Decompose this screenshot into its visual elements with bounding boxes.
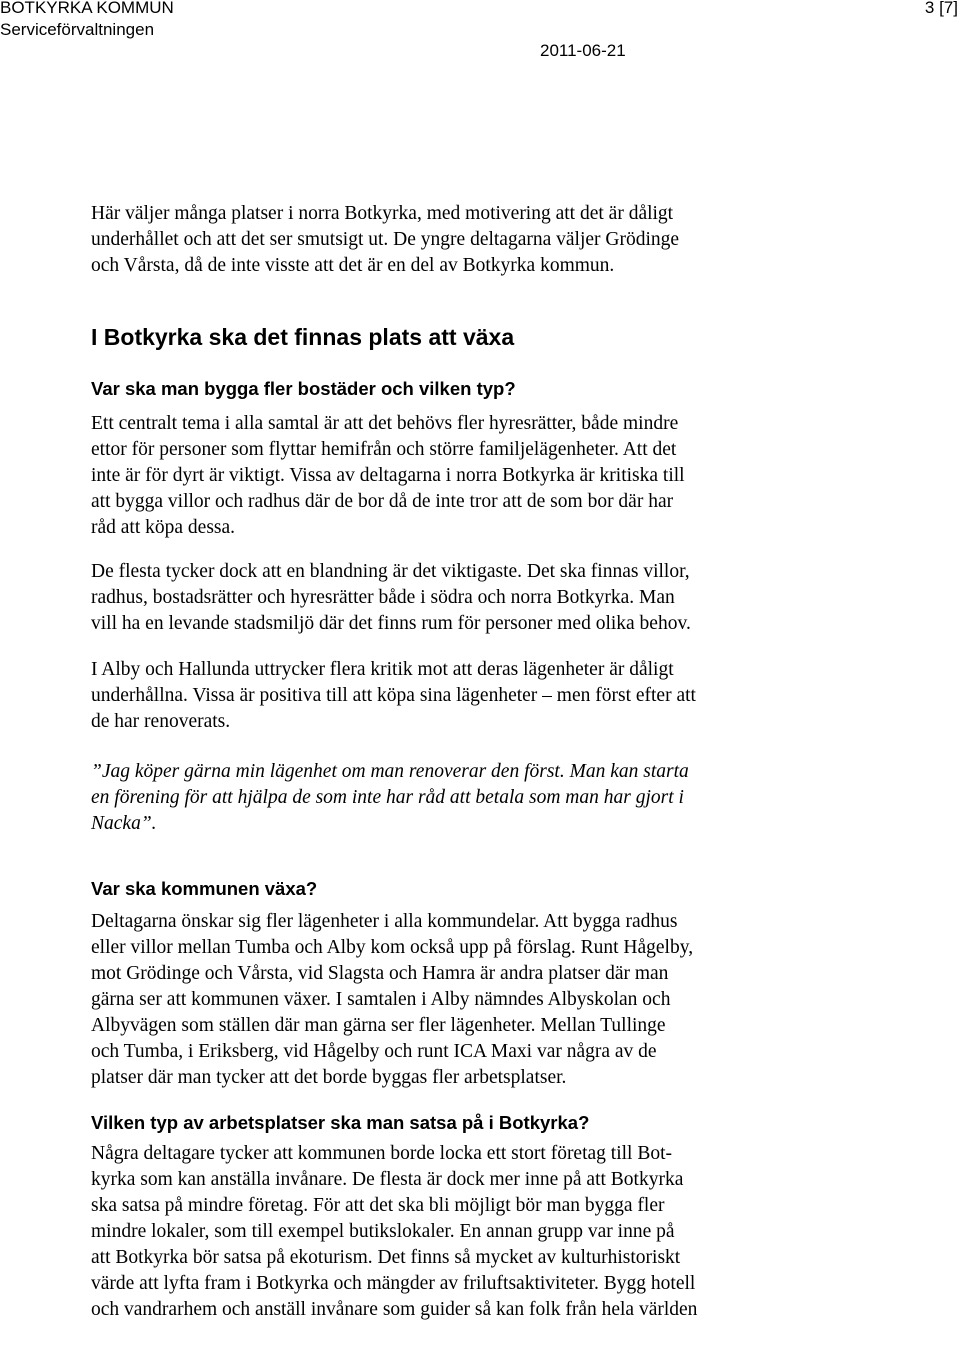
text-line: mindre lokaler, som till exempel butikslokaler. En annan grupp var inne på [91,1221,675,1242]
text-line: radhus, bostadsrätter och hyresrätter både i södra och norra Botkyrka. Man [91,587,675,608]
text-line: De flesta tycker dock att en blandning är det viktigaste. Det ska finnas villor, [91,561,690,582]
document-body [91,201,851,1323]
text-line: ”Jag köper gärna min lägenhet om man renoverar den först. Man kan starta [91,761,689,782]
header-department: Serviceförvaltningen [0,20,155,39]
text-line: att Botkyrka bör satsa på ekoturism. Det finns så mycket av kulturhistoriskt [91,1247,681,1268]
text-line: ettor för personer som flyttar hemifrån och större familjelägenheter. Att det [91,439,677,460]
text-line: mot Grödinge och Vårsta, vid Slagsta och Hamra är andra platser där man [91,963,669,984]
housing-paragraph-2 [91,559,851,637]
text-line: kyrka som kan anställa invånare. De flesta är dock mer inne på att Botkyrka [91,1169,684,1190]
header-date: 2011-06-21 [540,41,626,60]
text-line: att bygga villor och radhus där de bor då de inte tror att de som bor där har [91,491,674,512]
section-heading: I Botkyrka ska det finnas plats att växa [91,324,515,350]
housing-paragraph-3 [91,657,851,735]
text-line: Ett centralt tema i alla samtal är att det behövs fler hyresrätter, både mindre [91,413,679,434]
resident-quote [91,759,851,837]
text-line: och vandrarhem och anställ invånare som guider så kan folk från hela världen [91,1299,698,1320]
growth-paragraph [91,909,851,1091]
text-line: eller villor mellan Tumba och Alby kom också upp på förslag. Runt Hågelby, [91,937,694,958]
text-line: Här väljer många platser i norra Botkyrka, med motivering att det är dåligt [91,203,674,224]
housing-paragraph-1 [91,411,851,541]
text-line: Albyvägen som ställen där man gärna ser fler lägenheter. Mellan Tullinge [91,1015,666,1036]
text-line: inte är för dyrt är viktigt. Vissa av deltagarna i norra Botkyrka är kritiska till [91,465,685,486]
subheading-housing: Var ska man bygga fler bostäder och vilken typ? [91,378,516,399]
header-organization: BOTKYRKA KOMMUN [0,0,174,17]
text-line: Deltagarna önskar sig fler lägenheter i alla kommundelar. Att bygga radhus [91,911,678,932]
text-line: värde att lyfta fram i Botkyrka och mängder av friluftsaktiviteter. Bygg hotell [91,1273,696,1294]
text-line: och Vårsta, då de inte visste att det är en del av Botkyrka kommun. [91,255,615,276]
subheading-workplaces: Vilken typ av arbetsplatser ska man satsa på i Botkyrka? [91,1112,590,1133]
text-line: I Alby och Hallunda uttrycker flera kritik mot att deras lägenheter är dåligt [91,659,674,680]
workplaces-paragraph [91,1141,851,1323]
text-line: ska satsa på mindre företag. För att det ska bli möjligt bör man bygga fler [91,1195,665,1216]
subheading-growth: Var ska kommunen växa? [91,878,318,899]
text-line: underhållet och att det ser smutsigt ut. De yngre deltagarna väljer Grödinge [91,229,680,250]
text-line: Nacka”. [91,813,157,834]
text-line: råd att köpa dessa. [91,517,236,538]
text-line: en förening för att hjälpa de som inte har råd att betala som man har gjort i [91,787,684,808]
text-line: de har renoverats. [91,711,231,732]
text-line: underhållna. Vissa är positiva till att köpa sina lägenheter – men först efter att [91,685,696,706]
text-line: platser där man tycker att det borde byggas fler arbetsplatser. [91,1067,567,1088]
header-page-number: 3 [7] [924,0,958,17]
text-line: vill ha en levande stadsmiljö där det finns rum för personer med olika behov. [91,613,691,634]
text-line: Några deltagare tycker att kommunen borde locka ett stort företag till Bot- [91,1143,673,1164]
text-line: gärna ser att kommunen växer. I samtalen i Alby nämndes Albyskolan och [91,989,671,1010]
text-line: och Tumba, i Eriksberg, vid Hågelby och runt ICA Maxi var några av de [91,1041,657,1062]
intro-paragraph [91,201,851,279]
